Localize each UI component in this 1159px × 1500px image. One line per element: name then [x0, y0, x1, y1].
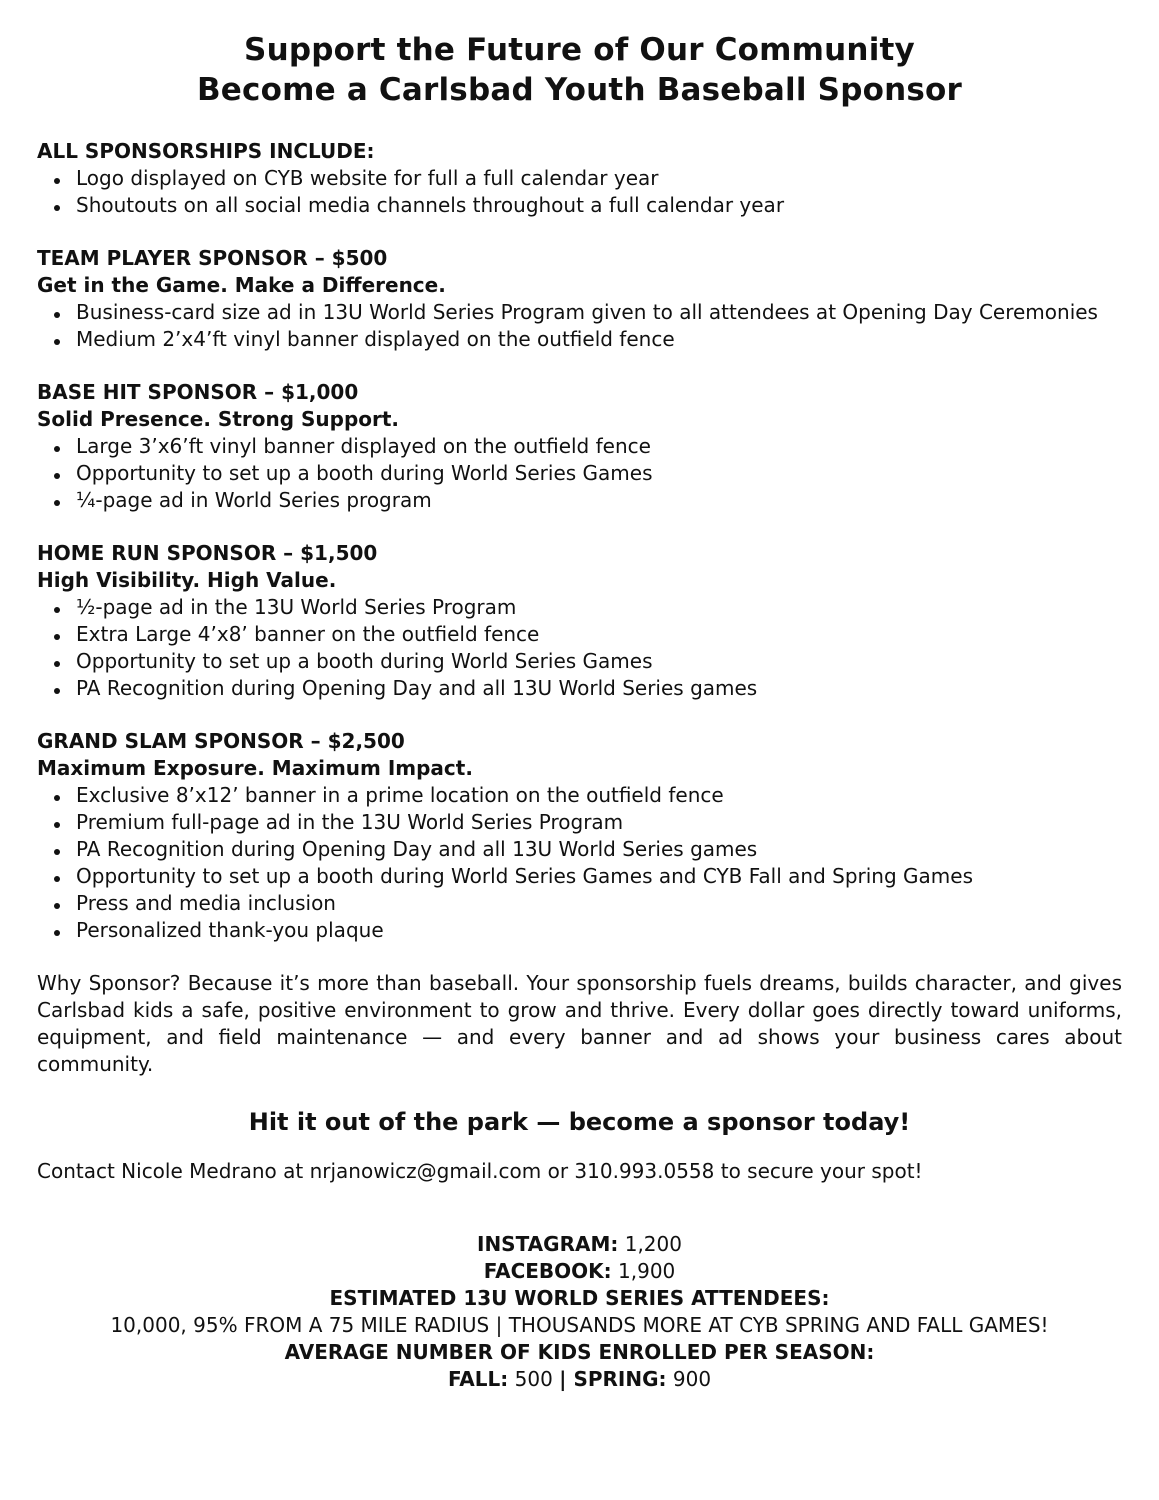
title-line-2: Become a Carlsbad Youth Baseball Sponsor — [196, 72, 963, 108]
grand-slam-section — [37, 728, 1122, 944]
list-item: Large 3’x6’ft vinyl banner displayed on the outfield fence — [76, 433, 1122, 460]
why-sponsor-paragraph: Why Sponsor? Because it’s more than baseball. Your sponsorship fuels dreams, builds character, and gives Carlsbad kids a safe, positive environment to grow and thrive. Every dollar goes directly toward uniforms, equipment, and field maintenance — and every banner and ad shows your business cares about community. — [37, 971, 1122, 1076]
all-sponsorships-list — [37, 165, 1122, 219]
team-player-tagline: Get in the Game. Make a Difference. — [37, 273, 446, 297]
all-sponsorships-section — [37, 138, 1122, 219]
team-player-heading: TEAM PLAYER SPONSOR – $500 — [37, 246, 388, 270]
list-item: PA Recognition during Opening Day and all 13U World Series games — [76, 675, 1122, 702]
list-item: ¼-page ad in World Series program — [76, 487, 1122, 514]
base-hit-list — [37, 433, 1122, 514]
spring-label: SPRING: — [566, 1367, 667, 1391]
season-separator: | — [559, 1367, 567, 1391]
attendees-value: 10,000, 95% FROM A 75 MILE RADIUS | THOUSANDS MORE AT CYB SPRING AND FALL GAMES! — [110, 1313, 1049, 1337]
season-stat — [37, 1366, 1122, 1393]
list-item: Shoutouts on all social media channels throughout a full calendar year — [76, 192, 1122, 219]
base-hit-tagline: Solid Presence. Strong Support. — [37, 407, 400, 431]
contact-line: Contact Nicole Medrano at nrjanowicz@gmail.com or 310.993.0558 to secure your spot! — [37, 1159, 923, 1183]
list-item: Logo displayed on CYB website for full a full calendar year — [76, 165, 1122, 192]
fall-label: FALL: — [447, 1367, 509, 1391]
team-player-list — [37, 299, 1122, 353]
home-run-list — [37, 594, 1122, 702]
spring-value: 900 — [666, 1367, 712, 1391]
list-item: Opportunity to set up a booth during World Series Games and CYB Fall and Spring Games — [76, 863, 1122, 890]
facebook-stat — [37, 1258, 1122, 1285]
attendees-label: ESTIMATED 13U WORLD SERIES ATTENDEES: — [329, 1286, 830, 1310]
list-item: Opportunity to set up a booth during World Series Games — [76, 460, 1122, 487]
grand-slam-heading: GRAND SLAM SPONSOR – $2,500 — [37, 729, 405, 753]
call-to-action: Hit it out of the park — become a sponsor today! — [248, 1108, 911, 1136]
grand-slam-list — [37, 782, 1122, 944]
list-item: Press and media inclusion — [76, 890, 1122, 917]
instagram-value: 1,200 — [618, 1232, 682, 1256]
home-run-tagline: High Visibility. High Value. — [37, 568, 337, 592]
base-hit-heading: BASE HIT SPONSOR – $1,000 — [37, 380, 359, 404]
kids-label: AVERAGE NUMBER OF KIDS ENROLLED PER SEASON: — [284, 1340, 875, 1364]
list-item: Premium full-page ad in the 13U World Series Program — [76, 809, 1122, 836]
list-item: Personalized thank-you plaque — [76, 917, 1122, 944]
list-item: Exclusive 8’x12’ banner in a prime location on the outfield fence — [76, 782, 1122, 809]
title-block — [37, 30, 1122, 110]
fall-value: 500 — [508, 1367, 560, 1391]
grand-slam-tagline: Maximum Exposure. Maximum Impact. — [37, 756, 473, 780]
base-hit-section — [37, 379, 1122, 514]
title-line-1: Support the Future of Our Community — [244, 32, 915, 68]
list-item: Opportunity to set up a booth during World Series Games — [76, 648, 1122, 675]
instagram-label: INSTAGRAM: — [477, 1232, 619, 1256]
list-item: PA Recognition during Opening Day and all 13U World Series games — [76, 836, 1122, 863]
facebook-label: FACEBOOK: — [483, 1259, 612, 1283]
home-run-heading: HOME RUN SPONSOR – $1,500 — [37, 541, 378, 565]
team-player-section — [37, 245, 1122, 353]
stats-block — [37, 1231, 1122, 1393]
list-item: Extra Large 4’x8’ banner on the outfield fence — [76, 621, 1122, 648]
facebook-value: 1,900 — [611, 1259, 676, 1283]
home-run-section — [37, 540, 1122, 702]
instagram-stat — [37, 1231, 1122, 1258]
list-item: ½-page ad in the 13U World Series Program — [76, 594, 1122, 621]
all-sponsorships-heading: ALL SPONSORSHIPS INCLUDE: — [37, 139, 375, 163]
list-item: Medium 2’x4’ft vinyl banner displayed on the outfield fence — [76, 326, 1122, 353]
list-item: Business-card size ad in 13U World Series Program given to all attendees at Opening Day Ceremonies — [76, 299, 1122, 326]
